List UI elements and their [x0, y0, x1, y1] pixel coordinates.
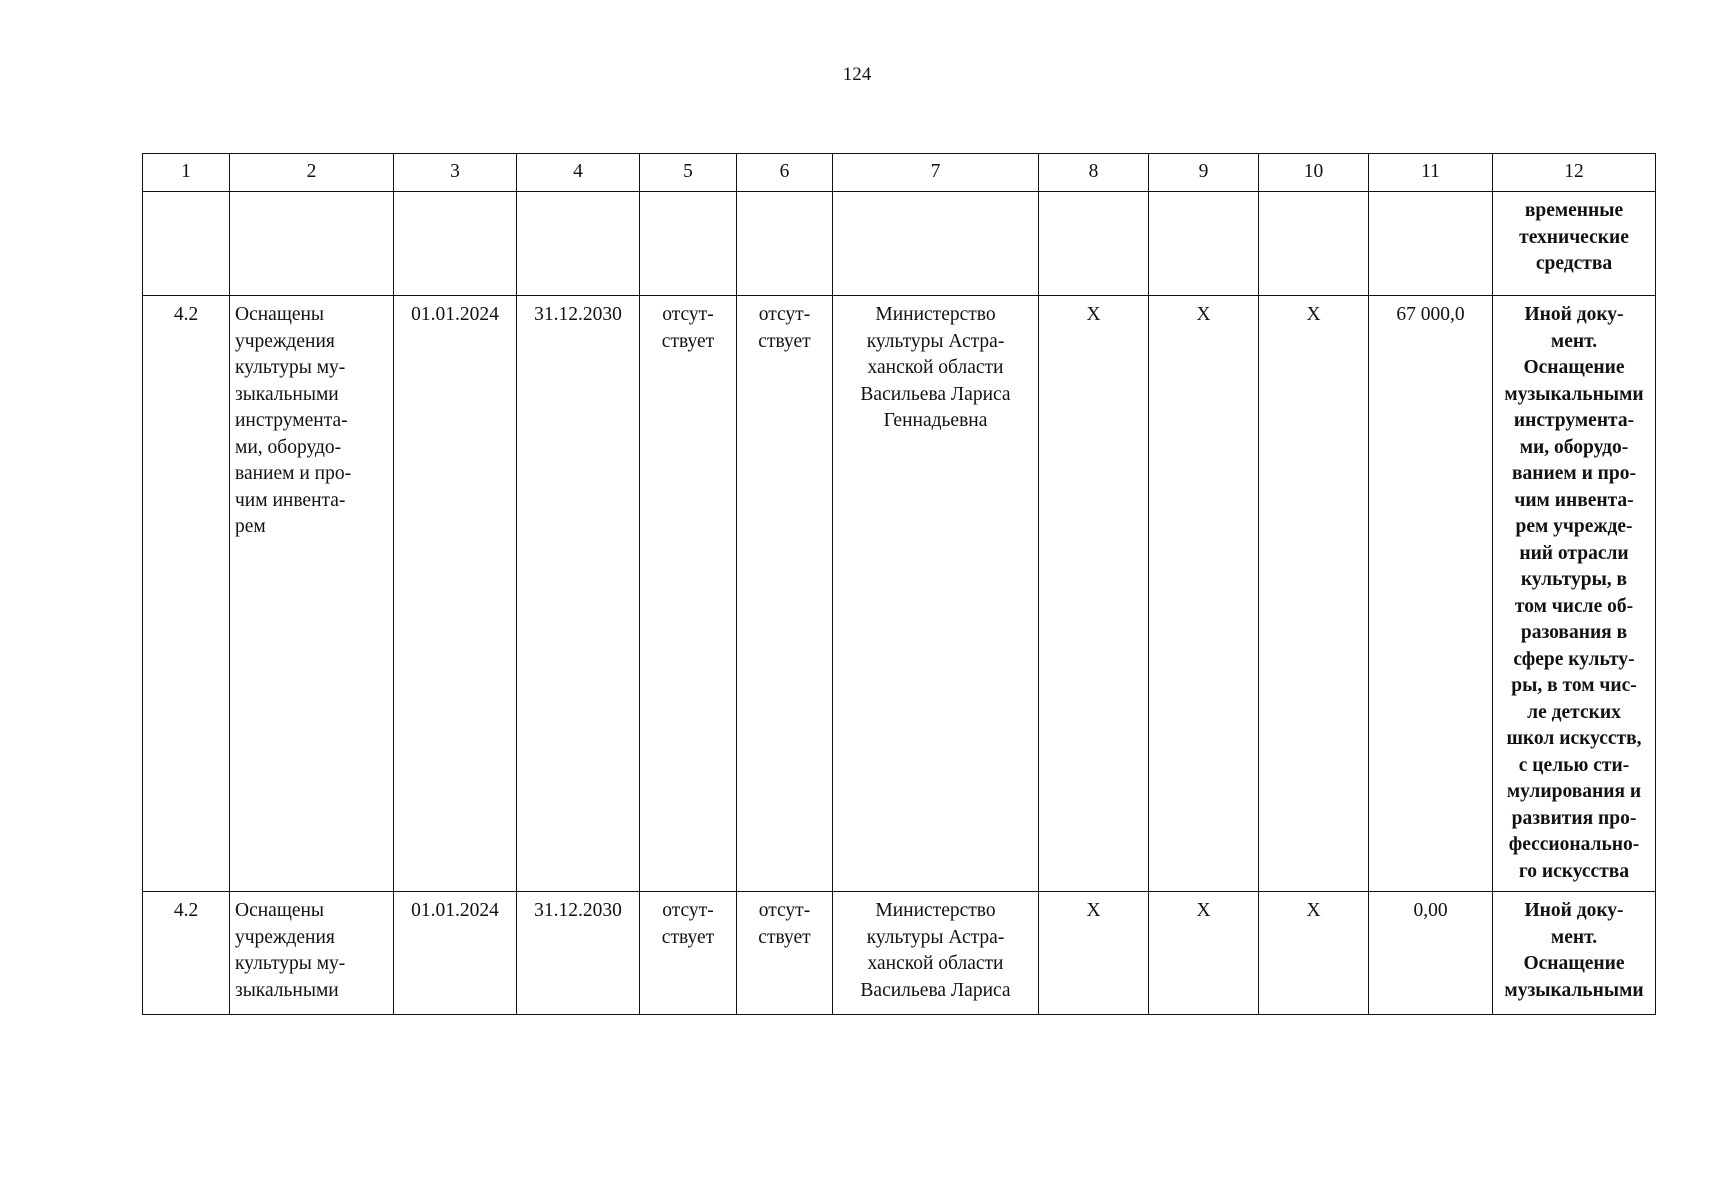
document-text: Иной доку- мент. Оснащение музыкальными: [1504, 900, 1644, 1001]
col9-cell: [1149, 892, 1259, 1015]
empty-cell: [737, 192, 833, 296]
empty-cell: [517, 192, 640, 296]
header-cell-6: 6: [737, 154, 833, 192]
col6-value: отсут- ствует: [758, 900, 811, 948]
empty-cell: [1039, 192, 1149, 296]
table-row: [143, 892, 1656, 1015]
header-cell-12: 12: [1493, 154, 1656, 192]
continuation-row: [143, 192, 1656, 296]
result-name-cell: [230, 892, 394, 1015]
empty-cell: [640, 192, 737, 296]
header-cell-7: 7: [833, 154, 1039, 192]
end-date-cell: [517, 892, 640, 1015]
document-text: Иной доку- мент. Оснащение музыкальными инструмента- ми, оборудо- ванием и про- чим инвента- рем учрежде- ний отрасли культуры, в том числе об- разования в сфере культу- ры, в том чис- ле детских школ искусств, с целью сти- мулирования и развития про- фессионально- го искусства: [1504, 304, 1644, 882]
empty-cell: [1369, 192, 1493, 296]
col6-cell: [737, 296, 833, 892]
header-cell-4: 4: [517, 154, 640, 192]
document-cell: [1493, 892, 1656, 1015]
table-row: [143, 296, 1656, 892]
col5-value: отсут- ствует: [661, 304, 715, 352]
amount-cell: [1369, 892, 1493, 1015]
empty-cell: [230, 192, 394, 296]
empty-cell: [1259, 192, 1369, 296]
col9-value: Х: [1196, 900, 1211, 921]
col8-value: Х: [1086, 900, 1101, 921]
result-name: Оснащены учреждения культуры му- зыкальными: [235, 900, 346, 1001]
amount-value: 67 000,0: [1396, 304, 1465, 325]
page-number: 124: [842, 64, 872, 85]
document-cell: [1493, 296, 1656, 892]
header-cell-1: 1: [143, 154, 230, 192]
col5-cell: [640, 296, 737, 892]
col6-value: отсут- ствует: [758, 304, 811, 352]
header-cell-8: 8: [1039, 154, 1149, 192]
col6-cell: [737, 892, 833, 1015]
document-table: [142, 153, 1656, 1015]
col10-cell: [1259, 892, 1369, 1015]
col8-cell: [1039, 296, 1149, 892]
header-cell-9: 9: [1149, 154, 1259, 192]
header-row: [143, 154, 1656, 192]
responsible-cell: [833, 296, 1039, 892]
row-number: 4.2: [173, 304, 199, 325]
col9-cell: [1149, 296, 1259, 892]
col5-cell: [640, 892, 737, 1015]
result-name: Оснащены учреждения культуры му- зыкальными инструмента- ми, оборудо- ванием и про- чим инвента- рем: [235, 304, 352, 537]
row-number-cell: [143, 296, 230, 892]
header-cell-3: 3: [394, 154, 517, 192]
col8-value: Х: [1086, 304, 1101, 325]
col5-value: отсут- ствует: [661, 900, 715, 948]
col10-cell: [1259, 296, 1369, 892]
header-cell-5: 5: [640, 154, 737, 192]
empty-cell: [833, 192, 1039, 296]
responsible-text: Министерство культуры Астра- ханской области Васильева Лариса: [860, 900, 1011, 1001]
result-name-cell: [230, 296, 394, 892]
start-date: 01.01.2024: [411, 900, 499, 921]
col10-value: Х: [1306, 900, 1321, 921]
empty-cell: [394, 192, 517, 296]
responsible-cell: [833, 892, 1039, 1015]
start-date: 01.01.2024: [411, 304, 499, 325]
empty-cell: [143, 192, 230, 296]
end-date: 31.12.2030: [534, 304, 622, 325]
end-date-cell: [517, 296, 640, 892]
responsible-text: Министерство культуры Астра- ханской области Васильева Лариса Геннадьевна: [860, 304, 1011, 431]
header-cell-10: 10: [1259, 154, 1369, 192]
row-number: 4.2: [173, 900, 199, 921]
document-cell: [1493, 192, 1656, 296]
col8-cell: [1039, 892, 1149, 1015]
end-date: 31.12.2030: [534, 900, 622, 921]
start-date-cell: [394, 892, 517, 1015]
header-cell-2: 2: [230, 154, 394, 192]
header-cell-11: 11: [1369, 154, 1493, 192]
amount-cell: [1369, 296, 1493, 892]
empty-cell: [1149, 192, 1259, 296]
document-text: временные технические средства: [1519, 200, 1629, 274]
amount-value: 0,00: [1413, 900, 1448, 921]
col9-value: Х: [1196, 304, 1211, 325]
row-number-cell: [143, 892, 230, 1015]
start-date-cell: [394, 296, 517, 892]
col10-value: Х: [1306, 304, 1321, 325]
